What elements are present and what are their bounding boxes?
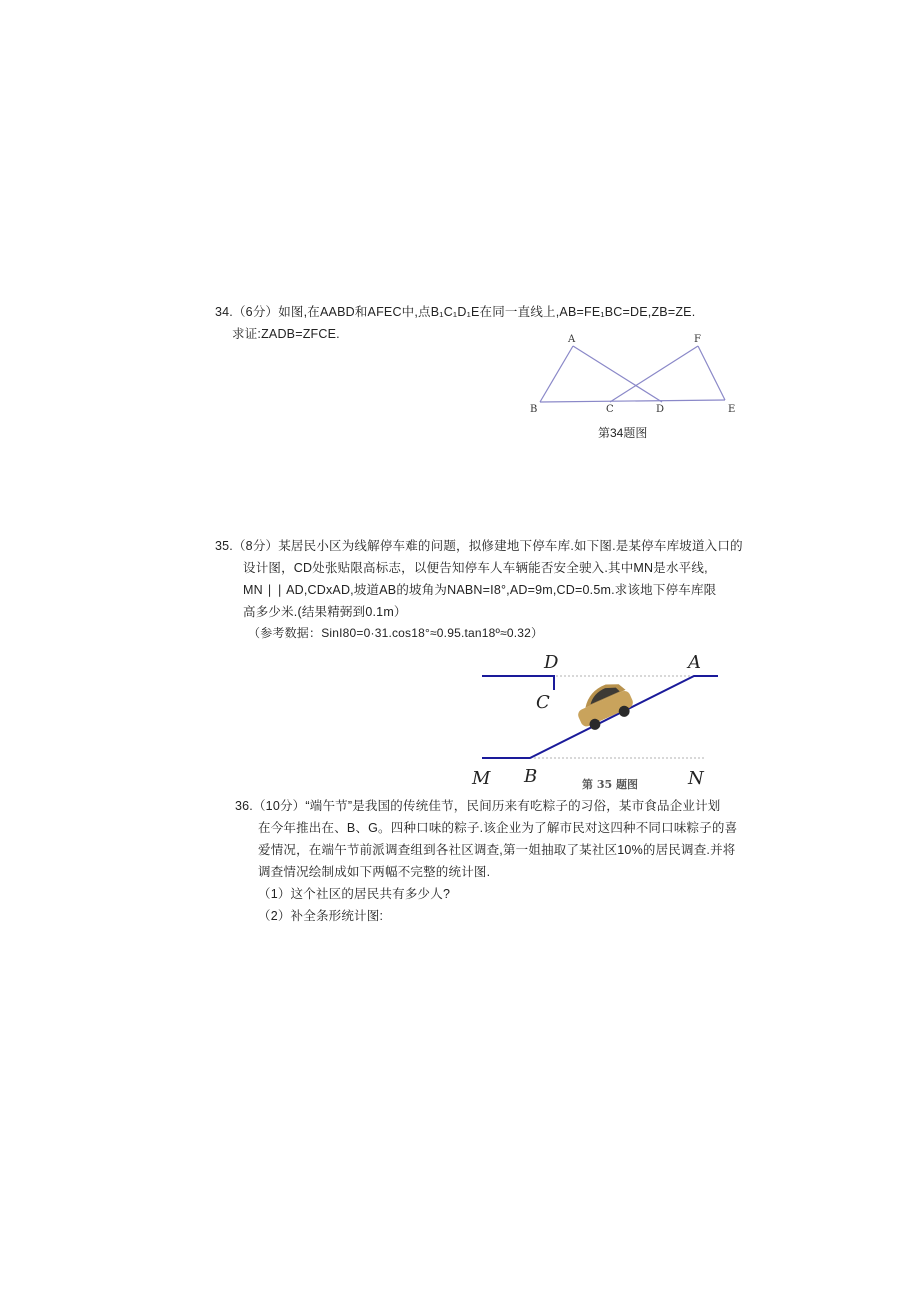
segment-ab: [540, 346, 573, 402]
q34-triangle-figure: [525, 330, 740, 420]
q36-line-1: 36.（10分）“端午节”是我国的传统佳节，民间历来有吃粽子的习俗，某市食品企业计划: [235, 799, 721, 813]
segment-ad: [573, 346, 662, 402]
label-b: B: [524, 766, 538, 787]
q35-line-3: MN ∣ ∣ AD,CDxAD,坡道AB的坡角为NABN=I8°,AD=9m,CD=0.5m.求该地下停车库限: [243, 583, 717, 597]
label-a: A: [688, 652, 701, 673]
q35-ramp-figure: [470, 650, 720, 790]
label-a: A: [568, 334, 576, 345]
q34-line-2: 求证:ZADB=ZFCE.: [232, 327, 340, 341]
q36-subquestion-2: （2）补全条形统计图:: [258, 909, 384, 923]
q35-line-1: 35.（8分）某居民小区为线解停车难的问题，拟修建地下停车库.如下图.是某停车库坡道入口的: [215, 539, 743, 553]
q35-line-2: 设计图，CD处张贴限高标志，以便告知停车人车辆能否安全驶入.其中MN是水平线,: [243, 561, 708, 575]
q34-line-1: 34.（6分）如图,在AABD和AFEC中,点B₁C₁D₁E在同一直线上,AB=FE₁BC=DE,ZB=ZE.: [215, 305, 696, 319]
q35-line-4: 高多少米.(结果精弼到0.1m）: [243, 605, 407, 619]
q36-line-4: 调查情况绘制成如下两幅不完整的统计图.: [258, 865, 491, 879]
label-c: C: [606, 404, 614, 415]
label-d: D: [544, 652, 559, 673]
segment-be: [540, 400, 725, 402]
q34-figure-caption: 第34题图: [598, 426, 648, 440]
label-m: M: [472, 768, 491, 789]
q36-subquestion-1: （1）这个社区的居民共有多少人?: [258, 887, 451, 901]
label-e: E: [728, 404, 736, 415]
car-image: [571, 677, 637, 734]
label-n: N: [688, 768, 704, 789]
q36-line-3: 爱情况，在端午节前派调查组到各社区调查,第一姐抽取了某社区10%的居民调查.并将: [258, 843, 736, 857]
q35-reference-data: （参考数据：SinI80=0·31.cos18°≈0.95.tan18º≈0.32）: [248, 626, 544, 640]
top-ground-line: [482, 676, 554, 690]
segment-fe: [698, 346, 725, 400]
q36-line-2: 在今年推出在、B、G。四种口味的粽子.该企业为了解市民对这四种不同口味粽子的喜: [258, 821, 738, 835]
q35-figure-caption: 第 35 题图: [582, 778, 638, 790]
label-c: C: [536, 692, 550, 713]
label-f: F: [694, 334, 701, 345]
label-d: D: [656, 404, 665, 415]
segment-cf: [610, 346, 698, 402]
label-b: B: [530, 404, 538, 415]
